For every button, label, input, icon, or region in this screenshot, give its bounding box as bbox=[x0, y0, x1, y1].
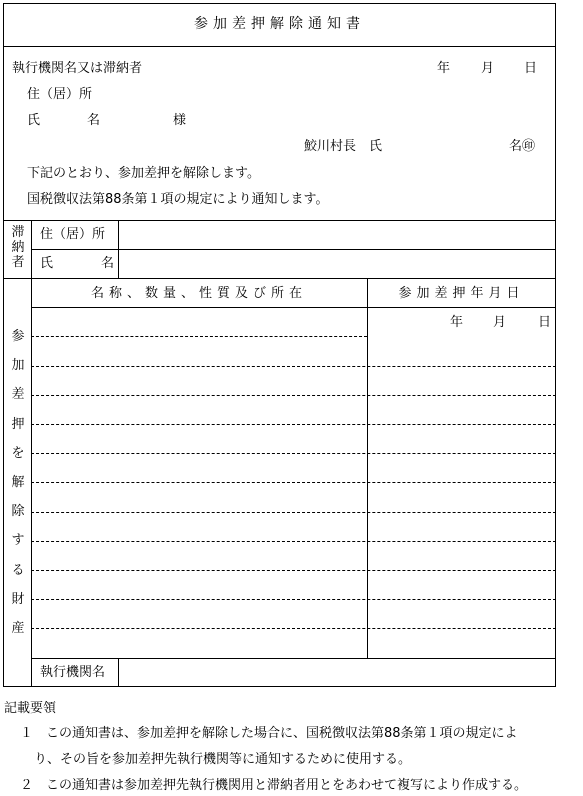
header-date-day: 日 bbox=[524, 61, 538, 76]
property-header-divider bbox=[31, 307, 556, 308]
header-address-label: 住（居）所 bbox=[27, 87, 93, 102]
header-name-label-2: 名 bbox=[87, 113, 101, 128]
header-divider bbox=[3, 220, 556, 221]
property-row-line bbox=[31, 395, 556, 396]
property-side-label bbox=[4, 322, 32, 643]
property-row-line bbox=[31, 366, 556, 367]
property-side-char: 差 bbox=[11, 387, 25, 403]
property-row-line bbox=[31, 482, 556, 483]
property-row-line bbox=[31, 599, 556, 600]
page-title: 参加差押解除通知書 bbox=[194, 16, 365, 32]
header-date-year: 年 bbox=[437, 61, 451, 76]
notes-item1-line2: り、その旨を参加差押先執行機関等に通知するために使用する。 bbox=[34, 752, 412, 767]
property-side-char: 加 bbox=[11, 358, 25, 374]
property-side-char: 産 bbox=[11, 620, 25, 636]
property-bottom-divider bbox=[31, 658, 556, 659]
property-row-line bbox=[31, 453, 556, 454]
property-side-char: 参 bbox=[11, 329, 25, 344]
notes-heading: 記載要領 bbox=[4, 701, 57, 716]
property-row-line bbox=[31, 512, 556, 513]
delinquent-side-label bbox=[8, 226, 28, 271]
property-row-line bbox=[31, 570, 556, 571]
header-name-label-1: 氏 bbox=[27, 113, 41, 128]
delinquent-name-label-2: 名 bbox=[101, 256, 115, 271]
agency-label: 執行機関名 bbox=[40, 665, 106, 680]
header-sama: 様 bbox=[173, 113, 187, 128]
property-date-day: 日 bbox=[538, 315, 552, 330]
issuer-label: 鮫川村長 氏 bbox=[304, 139, 383, 154]
property-column-divider bbox=[367, 278, 368, 658]
property-side-char: 財 bbox=[11, 591, 25, 607]
delinquent-address-label: 住（居）所 bbox=[40, 227, 106, 242]
delinquent-side-char: 納 bbox=[11, 239, 25, 255]
agency-label-divider bbox=[118, 658, 119, 687]
body-text-line1: 下記のとおり、参加差押を解除します。 bbox=[27, 166, 260, 181]
notes-item1-line1: １ この通知書は、参加差押を解除した場合に、国税徴収法第88条第１項の規定によ bbox=[20, 726, 518, 741]
property-row-line bbox=[31, 541, 556, 542]
property-date-year: 年 bbox=[450, 315, 464, 330]
issuer-seal: 名㊞ bbox=[509, 139, 536, 154]
property-side-char: を bbox=[11, 445, 25, 461]
property-row-line bbox=[31, 628, 556, 629]
property-date-month: 月 bbox=[493, 315, 507, 330]
form-frame bbox=[3, 3, 556, 687]
delinquent-row-divider bbox=[31, 249, 556, 250]
notes-item2: ２ この通知書は参加差押先執行機関用と滞納者用とをあわせて複写により作成する。 bbox=[20, 778, 528, 793]
body-text-line2: 国税徴収法第88条第１項の規定により通知します。 bbox=[27, 192, 329, 207]
property-col1-header: 名称、数量、性質及び所在 bbox=[90, 286, 307, 301]
header-date-month: 月 bbox=[481, 61, 495, 76]
property-col2-header: 参加差押年月日 bbox=[398, 286, 525, 301]
delinquent-bottom-divider bbox=[3, 278, 556, 279]
property-side-char: る bbox=[11, 562, 25, 578]
agency-or-delinquent-label: 執行機関名又は滞納者 bbox=[12, 61, 143, 76]
delinquent-side-char: 滞 bbox=[11, 225, 25, 240]
property-row-line bbox=[31, 336, 367, 337]
property-side-char: 押 bbox=[11, 416, 25, 432]
property-side-char: す bbox=[11, 533, 25, 549]
delinquent-side-char: 者 bbox=[11, 254, 25, 270]
property-side-char: 解 bbox=[11, 474, 25, 490]
title-divider bbox=[3, 46, 556, 47]
property-side-char: 除 bbox=[11, 504, 25, 520]
property-row-line bbox=[31, 424, 556, 425]
delinquent-name-label-1: 氏 bbox=[40, 256, 54, 271]
